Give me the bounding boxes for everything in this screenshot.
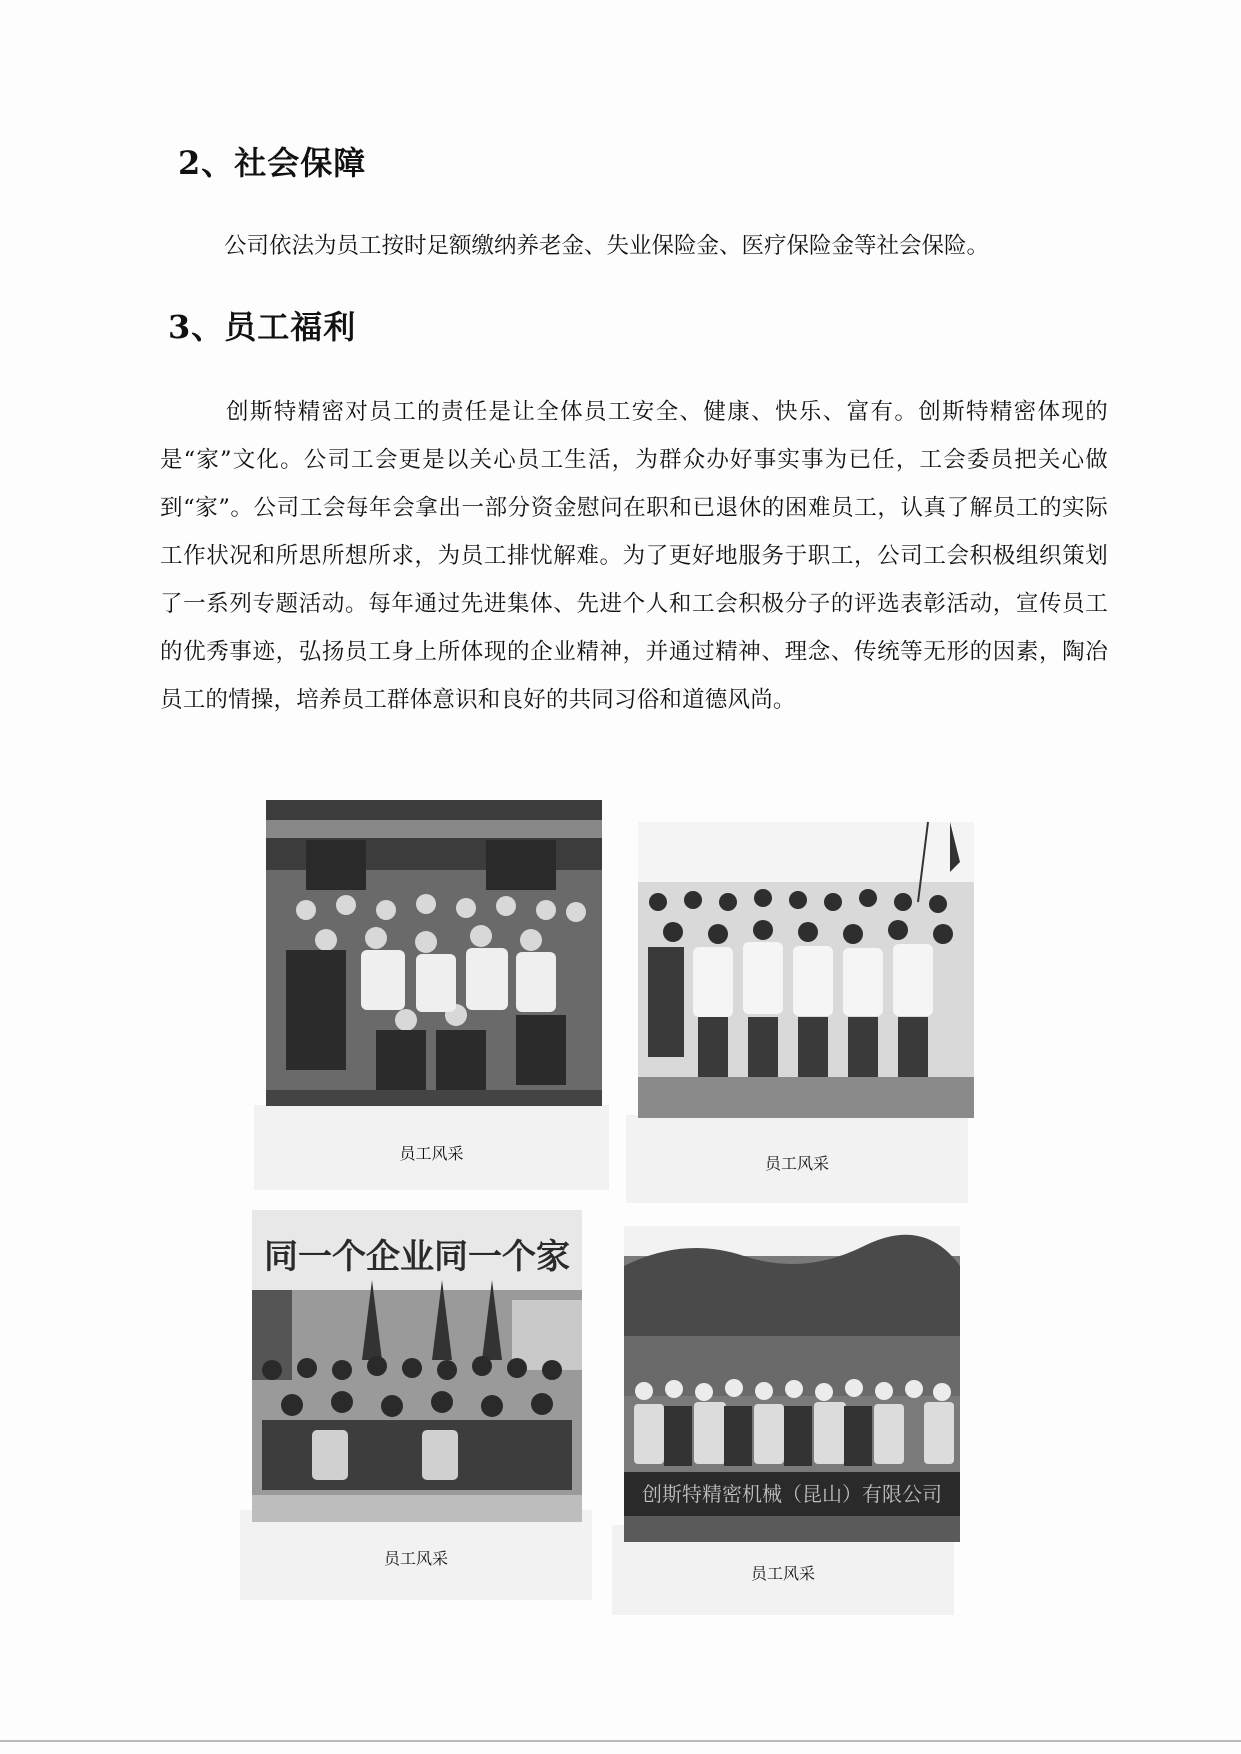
photo-banner-text: 同一个企业同一个家 <box>264 1237 570 1277</box>
photo-banner-text: 创斯特精密机械（昆山）有限公司 <box>642 1482 942 1506</box>
group-photo-4 <box>624 1226 960 1542</box>
photo-caption: 员工风采 <box>764 1154 829 1173</box>
photo-caption-card <box>254 1105 609 1190</box>
group-photo-2 <box>638 822 974 1118</box>
photo-caption-card <box>626 1115 968 1203</box>
photo-caption-card <box>240 1510 592 1600</box>
employee-benefits-paragraph: 创斯特精密对员工的责任是让全体员工安全、健康、快乐、富有。创斯特精密体现的是“家”文化。公司工会更是以关心员工生活，为群众办好事实事为已任，工会委员把关心做到“家”。公司工会每年会拿出一部分资金慰问在职和已退休的困难员工，认真了解员工的实际工作状况和所思所想所求，为员工排忧解难。为了更好地服务于职工，公司工会积极组织策划了一系列专题活动。每年通过先进集体、先进个人和工会积极分子的评选表彰活动，宣传员工的优秀事迹，弘扬员工身上所体现的企业精神，并通过精神、理念、传统等无形的因素，陶冶员工的情操，培养员工群体意识和良好的共同习俗和道德风尚。 <box>160 399 1108 713</box>
photo-caption: 员工风采 <box>750 1564 815 1583</box>
page-edge-line <box>0 1740 1241 1742</box>
group-photo-1 <box>266 800 602 1106</box>
section-heading-social-security: 2、社会保障 <box>178 144 367 182</box>
section-heading-employee-benefits: 3、员工福利 <box>168 308 357 346</box>
photo-caption: 员工风采 <box>383 1549 448 1568</box>
group-photo-3 <box>252 1210 582 1522</box>
photo-caption: 员工风采 <box>399 1144 464 1163</box>
social-security-paragraph: 公司依法为员工按时足额缴纳养老金、失业保险金、医疗保险金等社会保险。 <box>224 233 990 259</box>
